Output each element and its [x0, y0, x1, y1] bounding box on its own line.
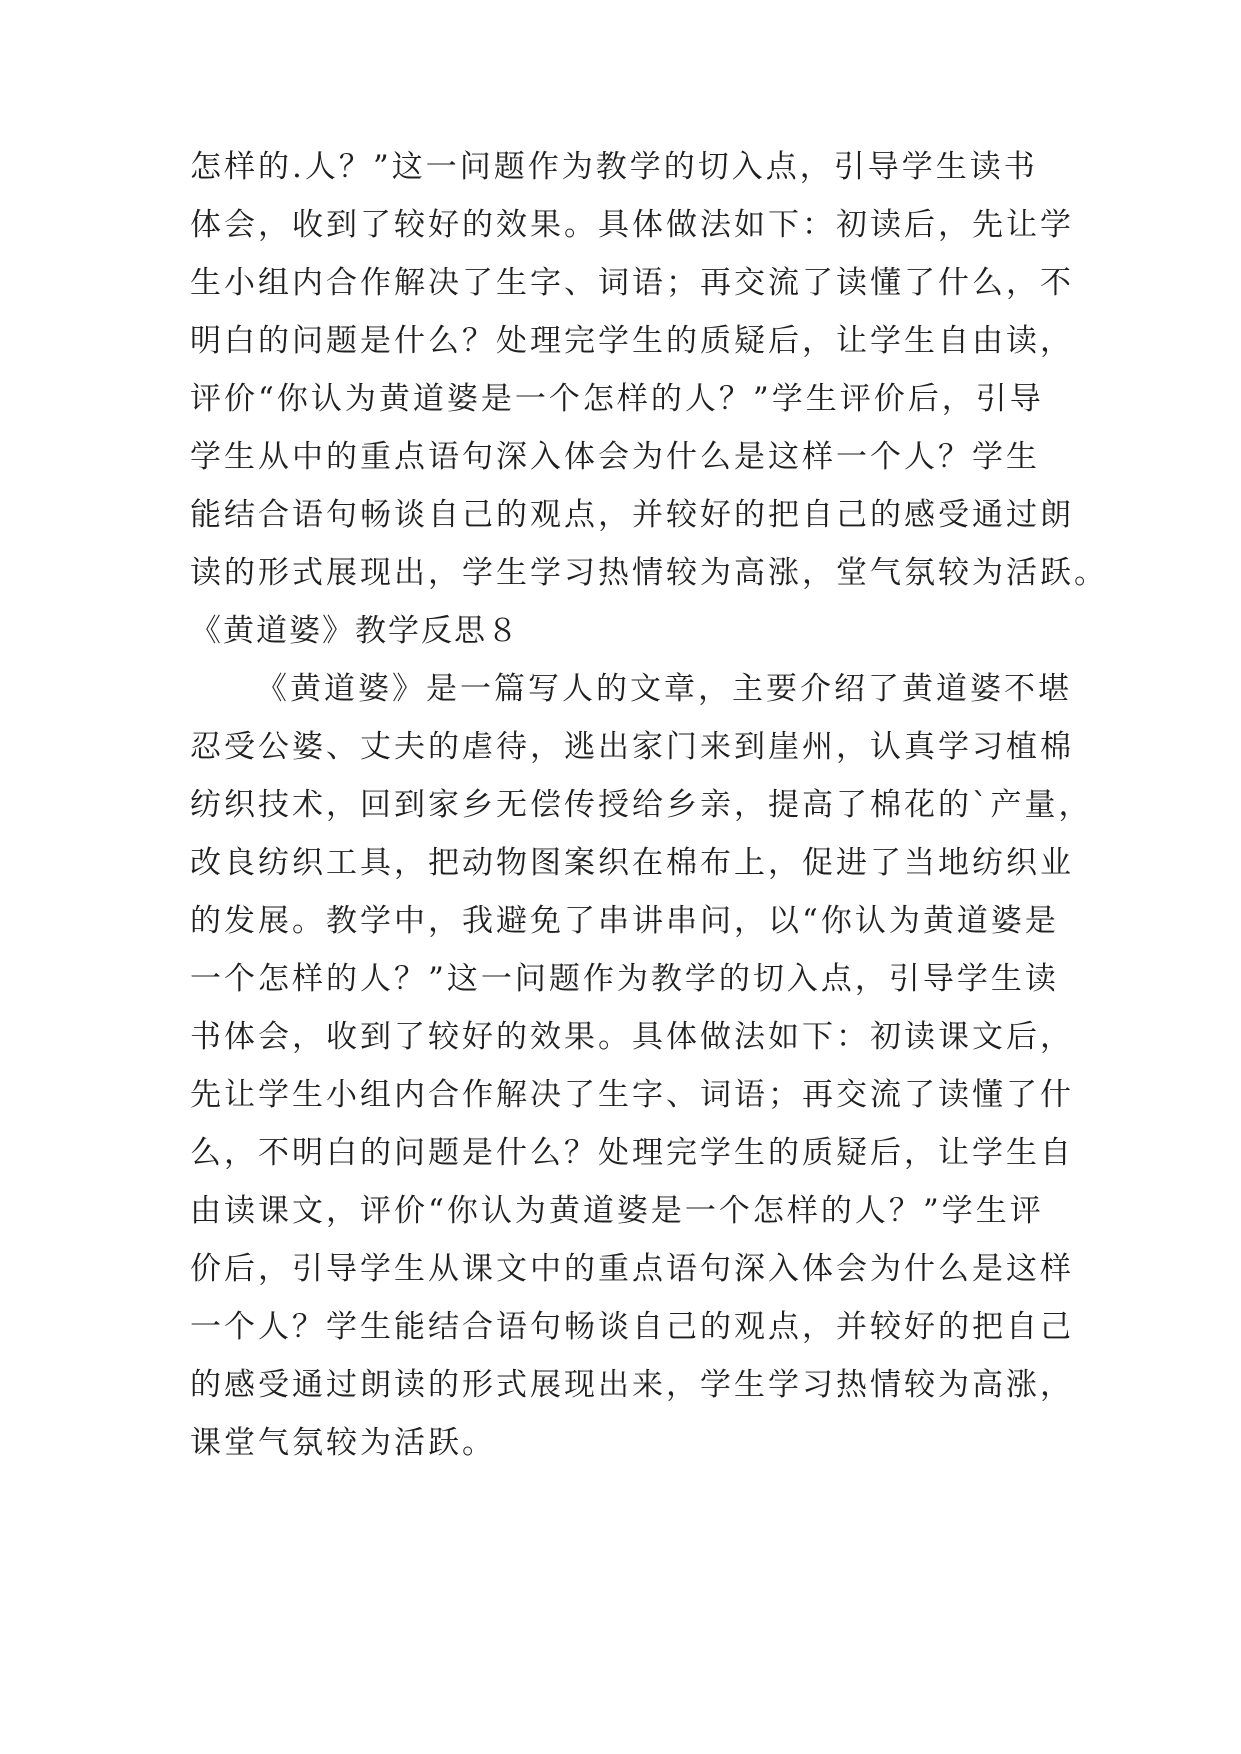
text-line: 纺织技术，回到家乡无偿传授给乡亲，提高了棉花的`产量，: [190, 787, 1093, 823]
text-line: 改良纺织工具，把动物图案织在棉布上，促进了当地纺织业: [190, 845, 1074, 881]
paragraph-first-line: 《黄道婆》是一篇写人的文章，主要介绍了黄道婆不堪: [256, 671, 1072, 707]
text-line: 学生从中的重点语句深入体会为什么是这样一个人？学生: [190, 439, 1040, 475]
text-line: 课堂气氛较为活跃。: [190, 1425, 496, 1461]
text-line: 的感受通过朗读的形式展现出来，学生学习热情较为高涨，: [190, 1367, 1074, 1403]
text-line: 读的形式展现出，学生学习热情较为高涨，堂气氛较为活跃。: [190, 555, 1108, 591]
text-line: 一个人？学生能结合语句畅谈自己的观点，并较好的把自己: [190, 1309, 1074, 1345]
text-line: 么，不明白的问题是什么？处理完学生的质疑后，让学生自: [190, 1135, 1074, 1171]
text-line: 怎样的.人？”这一问题作为教学的切入点，引导学生读书: [190, 149, 1038, 185]
text-line: 能结合语句畅谈自己的观点，并较好的把自己的感受通过朗: [190, 497, 1074, 533]
text-line: 评价“你认为黄道婆是一个怎样的人？”学生评价后，引导: [190, 381, 1044, 417]
text-line: 一个怎样的人？”这一问题作为教学的切入点，引导学生读: [190, 961, 1059, 997]
text-line: 体会，收到了较好的效果。具体做法如下：初读后，先让学: [190, 207, 1074, 243]
text-line: 价后，引导学生从课文中的重点语句深入体会为什么是这样: [190, 1251, 1074, 1287]
section-heading: 《黄道婆》教学反思８: [190, 613, 520, 649]
text-line: 明白的问题是什么？处理完学生的质疑后，让学生自由读，: [190, 323, 1074, 359]
text-line: 书体会，收到了较好的效果。具体做法如下：初读课文后，: [190, 1019, 1074, 1055]
document-body: [190, 138, 1108, 1472]
text-line: 先让学生小组内合作解决了生字、词语；再交流了读懂了什: [190, 1077, 1074, 1113]
text-line: 生小组内合作解决了生字、词语；再交流了读懂了什么，不: [190, 265, 1074, 301]
text-line: 的发展。教学中，我避免了串讲串问，以“你认为黄道婆是: [190, 903, 1059, 939]
text-line: 忍受公婆、丈夫的虐待，逃出家门来到崖州，认真学习植棉: [190, 729, 1074, 765]
text-line: 由读课文，评价“你认为黄道婆是一个怎样的人？”学生评: [190, 1193, 1044, 1229]
